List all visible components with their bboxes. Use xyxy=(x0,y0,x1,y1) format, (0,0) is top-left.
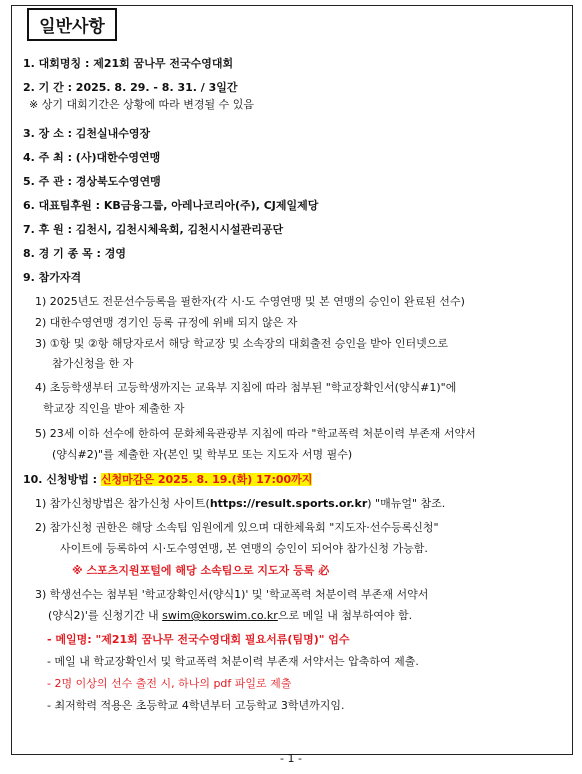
text-line xyxy=(35,520,439,535)
text-line xyxy=(43,401,185,416)
text-line xyxy=(23,222,283,237)
text-line xyxy=(29,97,254,112)
text-line xyxy=(35,315,297,330)
text-line xyxy=(47,632,350,647)
text-line xyxy=(23,472,312,487)
text-segment: ) "매뉴얼" 참조. xyxy=(367,497,446,510)
text-segment: 학교장 직인을 받아 제출한 자 xyxy=(43,402,185,415)
text-line xyxy=(23,246,126,261)
text-segment: 4. 주 최 : (사)대한수영연맹 xyxy=(23,151,161,164)
text-segment: (양식#2)"를 제출한 자(본인 및 학부모 또는 지도자 서명 필수) xyxy=(52,448,353,461)
text-line xyxy=(23,56,233,71)
text-segment: https://result.sports.or.kr xyxy=(209,497,368,510)
text-segment: - 메일 내 학교장확인서 및 학교폭력 처분이력 부존재 서약서는 압축하여 제출. xyxy=(47,655,419,668)
text-line xyxy=(52,356,133,371)
text-line xyxy=(72,563,329,578)
page-number: - 1 - xyxy=(280,752,302,765)
text-line xyxy=(35,380,456,395)
text-segment: 5) 23세 이하 선수에 한하여 문화체육관광부 지침에 따라 "학교폭력 처분이력 부존재 서약서 xyxy=(35,427,476,440)
text-line xyxy=(52,447,352,462)
text-line xyxy=(47,654,419,669)
text-line xyxy=(23,174,161,189)
text-line xyxy=(23,80,238,95)
text-line xyxy=(23,150,160,165)
text-segment: 1. 대회명칭 : 제21회 꿈나무 전국수영대회 xyxy=(23,57,234,70)
text-line xyxy=(23,126,150,141)
text-segment: 1) 참가신청방법은 참가신청 사이트( xyxy=(35,497,210,510)
text-segment: 으로 메일 내 첨부하여야 함. xyxy=(277,609,413,622)
text-segment: 5. 주 관 : 경상북도수영연맹 xyxy=(23,175,161,188)
section-title: 일반사항 xyxy=(27,8,117,41)
text-segment: 7. 후 원 : 김천시, 김천시체육회, 김천시시설관리공단 xyxy=(23,223,284,236)
text-segment: 3. 장 소 : 김천실내수영장 xyxy=(23,127,151,140)
text-line xyxy=(23,270,81,285)
text-line xyxy=(60,541,428,556)
text-segment: 참가신청을 한 자 xyxy=(52,357,134,370)
text-segment: 신청마감은 2025. 8. 19.(화) 17:00까지 xyxy=(100,473,313,486)
text-segment: ※ 상기 대회기간은 상황에 따라 변경될 수 있음 xyxy=(29,98,254,111)
text-segment: 4) 초등학생부터 고등학생까지는 교육부 지침에 따라 첨부된 "학교장확인서(양식#1)"에 xyxy=(35,381,457,394)
text-line xyxy=(35,336,448,351)
text-segment: - 메일명: "제21회 꿈나무 전국수영대회 필요서류(팀명)" 엄수 xyxy=(47,633,350,646)
text-line xyxy=(23,198,318,213)
text-segment: 1) 2025년도 전문선수등록을 필한자(각 시·도 수영연맹 및 본 연맹의 승인이 완료된 선수) xyxy=(35,295,465,308)
text-segment: 6. 대표팀후원 : KB금융그룹, 아레나코리아(주), CJ제일제당 xyxy=(23,199,319,212)
text-line xyxy=(35,496,445,511)
text-line xyxy=(35,426,476,441)
text-segment: - 2명 이상의 선수 출전 시, 하나의 pdf 파일로 제출 xyxy=(47,677,292,690)
text-line xyxy=(35,587,428,602)
text-line xyxy=(48,608,412,623)
text-segment: 사이트에 등록하여 시·도수영연맹, 본 연맹의 승인이 되어야 참가신청 가능함. xyxy=(60,542,428,555)
text-segment: 10. 신청방법 : xyxy=(23,473,101,486)
text-segment: 2) 대한수영연맹 경기인 등록 규정에 위배 되지 않은 자 xyxy=(35,316,298,329)
text-line xyxy=(47,676,291,691)
text-segment: 3) 학생선수는 첨부된 '학교장확인서(양식1)' 및 '학교폭력 처분이력 부존재 서약서 xyxy=(35,588,429,601)
email-link[interactable]: swim@korswim.co.kr xyxy=(162,609,278,622)
text-segment: (양식2)'를 신청기간 내 xyxy=(48,609,163,622)
text-segment: ※ 스포츠지원포털에 해당 소속팀으로 지도자 등록 必 xyxy=(72,564,330,577)
text-segment: 9. 참가자격 xyxy=(23,271,82,284)
text-segment: - 최저학력 적용은 초등학교 4학년부터 고등학교 3학년까지임. xyxy=(47,699,345,712)
text-line xyxy=(47,698,344,713)
text-line xyxy=(35,294,465,309)
text-segment: 8. 경 기 종 목 : 경영 xyxy=(23,247,126,260)
text-segment: 3) ①항 및 ②항 해당자로서 해당 학교장 및 소속장의 대회출전 승인을 받아 인터넷으로 xyxy=(35,337,449,350)
text-segment: 2. 기 간 : 2025. 8. 29. - 8. 31. / 3일간 xyxy=(23,81,238,94)
text-segment: 2) 참가신청 권한은 해당 소속팀 임원에게 있으며 대한체육회 "지도자·선수등록신청" xyxy=(35,521,439,534)
